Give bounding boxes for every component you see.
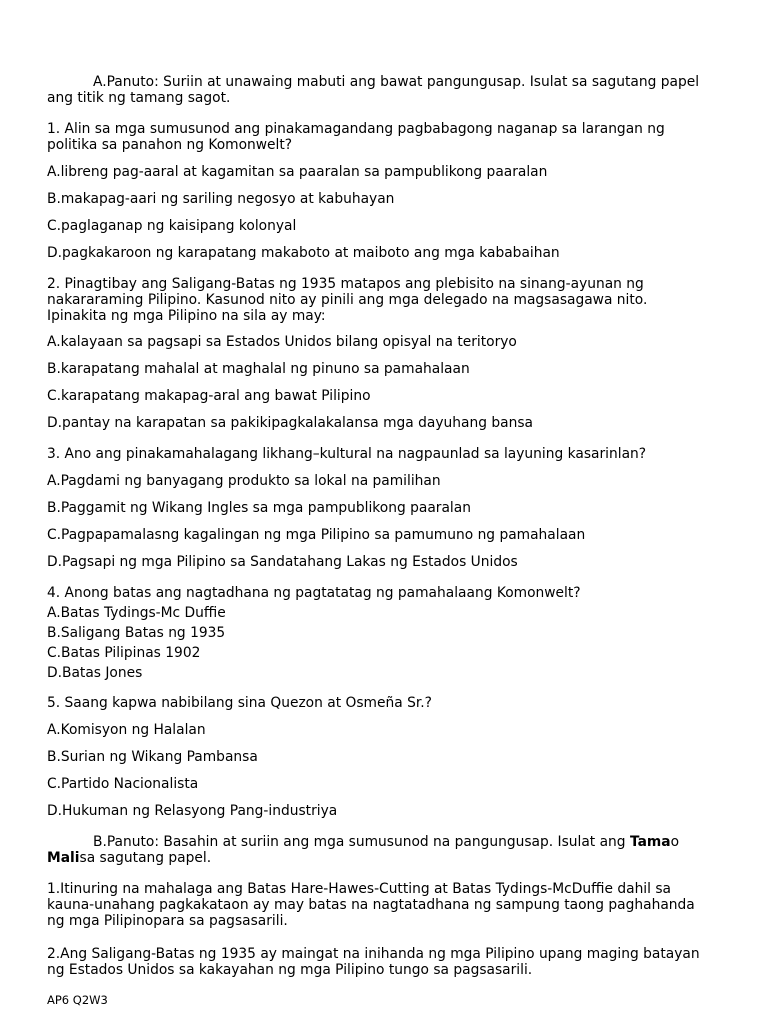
item-line: ng mga Pilipinopara sa pagsasarili.: [47, 913, 288, 929]
choice: D.Hukuman ng Relasyong Pang-industriya: [47, 803, 338, 819]
question-line: Ipinakita ng mga Pilipino na sila ay may:: [47, 308, 326, 324]
question-line: politika sa panahon ng Komonwelt?: [47, 137, 293, 153]
instruction-text: sa sagutang papel.: [79, 850, 212, 866]
mali-label: Mali: [47, 850, 80, 866]
choice: A.Komisyon ng Halalan: [47, 722, 206, 738]
question-2-stem: [47, 276, 727, 324]
question-4: [47, 585, 727, 685]
choice: B.makapag-aari ng sariling negosyo at kabuhayan: [47, 191, 395, 207]
page-footer-code: AP6 Q2W3: [47, 993, 108, 1007]
section-b-item-2: [47, 946, 727, 978]
instruction-text: B.Panuto: Basahin at suriin ang mga sumusunod na pangungusap. Isulat ang: [93, 834, 630, 850]
choice: C.karapatang makapag-aral ang bawat Pilipino: [47, 388, 371, 404]
tama-label: Tama: [629, 834, 671, 850]
item-line: kauna-unahang pagkakataon ay may batas na nagtatadhana ng sampung taong paghahanda: [47, 897, 695, 913]
instruction-line: A.Panuto: Suriin at unawaing mabuti ang bawat pangungusap. Isulat sa sagutang papel: [93, 74, 700, 90]
choice: A.Pagdami ng banyagang produkto sa lokal na pamilihan: [47, 473, 441, 489]
instruction-line: [47, 850, 727, 866]
choice: D.pantay na karapatan sa pakikipagkalakalansa mga dayuhang bansa: [47, 415, 533, 431]
choice: D.pagkakaroon ng karapatang makaboto at maiboto ang mga kababaihan: [47, 245, 560, 261]
choice: C.Batas Pilipinas 1902: [47, 645, 201, 661]
choice: D.Batas Jones: [47, 665, 143, 681]
section-a-instruction: [47, 74, 727, 106]
question-line: nakararaming Pilipino. Kasunod nito ay pinili ang mga delegado na magsasagawa nito.: [47, 292, 648, 308]
item-line: 2.Ang Saligang-Batas ng 1935 ay maingat na inihanda ng mga Pilipino upang maging batayan: [47, 946, 700, 962]
section-b-item-1: [47, 881, 727, 929]
item-line: 1.Itinuring na mahalaga ang Batas Hare-Hawes-Cutting at Batas Tydings-McDuffie dahil sa: [47, 881, 672, 897]
section-b-instruction: [47, 834, 727, 866]
choice: A.Batas Tydings-Mc Duffie: [47, 605, 226, 621]
question-line: 2. Pinagtibay ang Saligang-Batas ng 1935 matapos ang plebisito na sinang-ayunan ng: [47, 276, 644, 292]
instruction-line: [47, 834, 727, 850]
choice: A.kalayaan sa pagsapi sa Estados Unidos bilang opisyal na teritoryo: [47, 334, 517, 350]
choice: A.libreng pag-aaral at kagamitan sa paaralan sa pampublikong paaralan: [47, 164, 548, 180]
choice: C.Pagpapamalasng kagalingan ng mga Pilipino sa pamumuno ng pamahalaan: [47, 527, 586, 543]
question-5-stem: 5. Saang kapwa nabibilang sina Quezon at Osmeña Sr.?: [47, 695, 432, 711]
choice: B.Saligang Batas ng 1935: [47, 625, 226, 641]
choice: C.Partido Nacionalista: [47, 776, 199, 792]
choice: D.Pagsapi ng mga Pilipino sa Sandatahang Lakas ng Estados Unidos: [47, 554, 518, 570]
question-line: 4. Anong batas ang nagtadhana ng pagtatatag ng pamahalaang Komonwelt?: [47, 585, 581, 601]
instruction-line: ang titik ng tamang sagot.: [47, 90, 231, 106]
question-line: 1. Alin sa mga sumusunod ang pinakamagandang pagbabagong naganap sa larangan ng: [47, 121, 665, 137]
choice: B.Surian ng Wikang Pambansa: [47, 749, 258, 765]
choice: B.karapatang mahalal at maghalal ng pinuno sa pamahalaan: [47, 361, 470, 377]
choice: C.paglaganap ng kaisipang kolonyal: [47, 218, 297, 234]
question-1-stem: [47, 121, 727, 153]
choice: B.Paggamit ng Wikang Ingles sa mga pampublikong paaralan: [47, 500, 471, 516]
item-line: ng Estados Unidos sa kakayahan ng mga Pilipino tungo sa pagsasarili.: [47, 962, 533, 978]
instruction-text: o: [670, 834, 680, 850]
question-3-stem: 3. Ano ang pinakamahalagang likhang–kultural na nagpaunlad sa layuning kasarinlan?: [47, 446, 647, 462]
